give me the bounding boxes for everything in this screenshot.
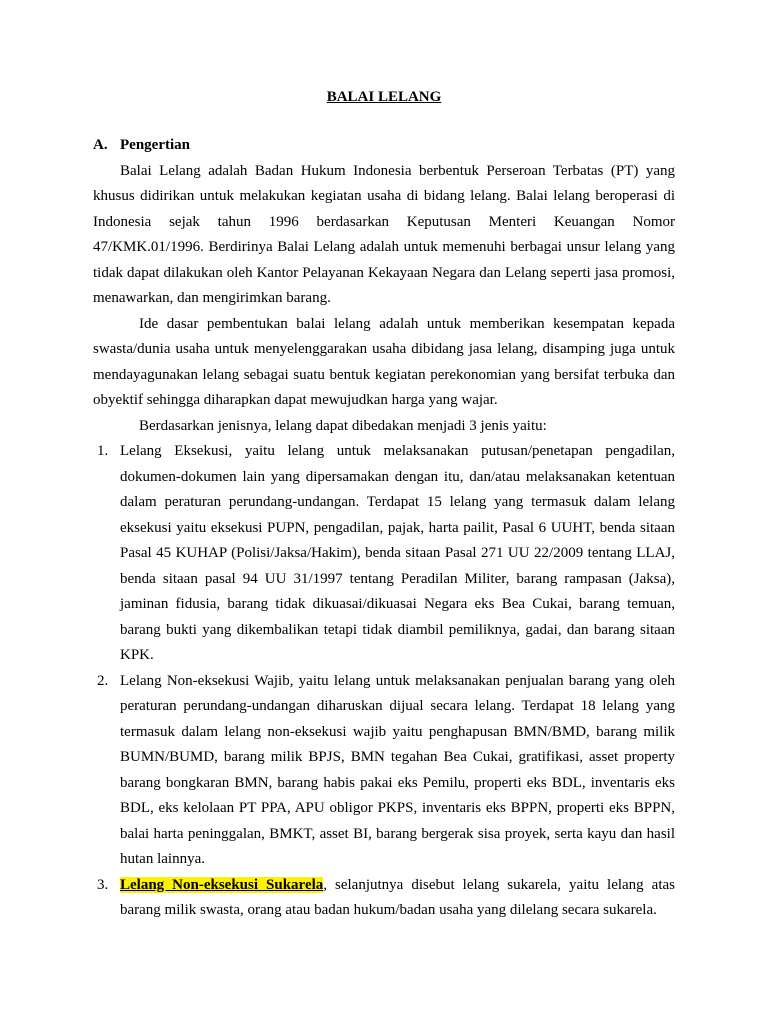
list-item-text: , selanjutnya disebut lelang sukarela, yaitu lelang atas barang milik swasta, orang atau badan hukum/badan usaha yang dilelang secara sukarela. [120, 876, 675, 918]
document-title: BALAI LELANG [326, 89, 442, 105]
section-letter: A. [93, 137, 108, 153]
section-heading-text: Pengertian [120, 137, 190, 153]
list-item-number: 1. [97, 443, 109, 459]
highlighted-term: Lelang Non-eksekusi Sukarela [120, 876, 324, 893]
list-item-text: Lelang Eksekusi, yaitu lelang untuk melaksanakan putusan/penetapan pengadilan, dokumen-dokumen lain yang dipersamakan dengan itu, dan/atau melaksanakan ketentuan dalam peraturan perundang-undangan. Terdapat 15 lelang yang termasuk dalam lelang eksekusi yaitu eksekusi PUPN, pengadilan, pajak, harta pailit, Pasal 6 UUHT, benda sitaan Pasal 45 KUHAP (Polisi/Jaksa/Hakim), benda sitaan Pasal 271 UU 22/2009 tentang LLAJ, benda sitaan pasal 94 UU 31/1997 tentang Peradilan Militer, barang rampasan (Jaksa), jaminan fidusia, barang tidak dikuasai/dikuasai Negara eks Bea Cukai, barang temuan, barang bukti yang dikembalikan tetapi tidak diambil pemiliknya, gadai, dan barang sitaan KPK. [120, 443, 675, 663]
list-item [93, 873, 675, 924]
section-heading [93, 133, 675, 159]
list-item [93, 439, 675, 669]
list-item-number: 3. [97, 876, 109, 893]
paragraph-definition: Balai Lelang adalah Badan Hukum Indonesia berbentuk Perseroan Terbatas (PT) yang khusus didirikan untuk melakukan kegiatan usaha di bidang lelang. Balai lelang beroperasi di Indonesia sejak tahun 1996 berdasarkan Keputusan Menteri Keuangan Nomor 47/KMK.01/1996. Berdirinya Balai Lelang adalah untuk memenuhi berbagai unsur lelang yang tidak dapat dilakukan oleh Kantor Pelayanan Kekayaan Negara dan Lelang seperti jasa promosi, menawarkan, dan mengirimkan barang. [93, 162, 675, 306]
document-page [93, 86, 675, 924]
list-item-text: Lelang Non-eksekusi Wajib, yaitu lelang untuk melaksanakan penjualan barang yang oleh peraturan perundang-undangan diharuskan dijual secara lelang. Terdapat 18 lelang yang termasuk dalam lelang non-eksekusi wajib yaitu penghapusan BMN/BMD, barang milik BUMN/BUMD, barang milik BPJS, BMN tegahan Bea Cukai, gratifikasi, asset property barang bongkaran BMN, barang habis pakai eks Pemilu, properti eks BDL, inventaris eks BDL, eks kelolaan PT PPA, APU obligor PKPS, inventaris eks BPPN, properti eks BPPN, balai harta peninggalan, BMKT, asset BI, barang bergerak sisa proyek, serta kayu dan hasil hutan lainnya. [120, 672, 675, 867]
paragraph-types-intro: Berdasarkan jenisnya, lelang dapat dibedakan menjadi 3 jenis yaitu: [139, 417, 547, 434]
auction-types-list [93, 439, 675, 924]
paragraph-basic-idea: Ide dasar pembentukan balai lelang adalah untuk memberikan kesempatan kepada swasta/dunia usaha untuk menyelenggarakan usaha dibidang jasa lelang, disamping juga untuk mendayagunakan lelang sebagai suatu bentuk kegiatan perekonomian yang bersifat terbuka dan obyektif sehingga diharapkan dapat mewujudkan harga yang wajar. [93, 315, 675, 408]
list-item [93, 669, 675, 873]
list-item-number: 2. [97, 672, 109, 689]
list-item-body [120, 873, 675, 924]
